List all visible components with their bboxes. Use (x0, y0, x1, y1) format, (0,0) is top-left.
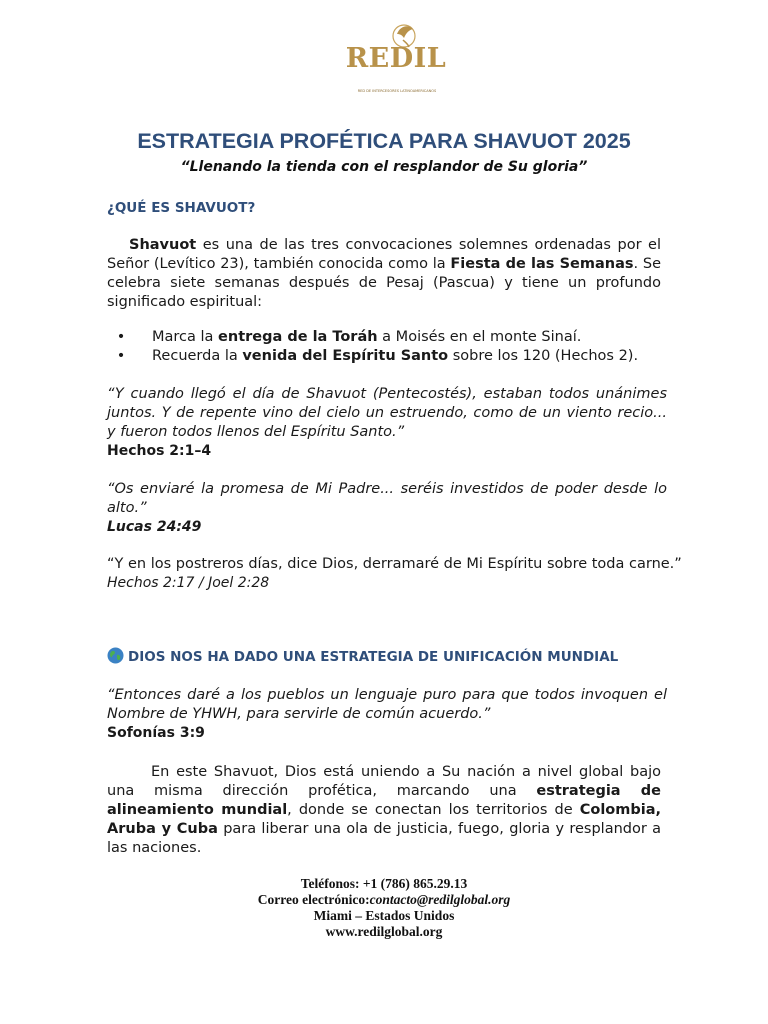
list-item-text: sobre los 120 (Hechos 2). (448, 348, 639, 364)
intro-text-2: . Se celebra siete semanas después de Pesaj (Pascua) y tiene un profundo significado espiritual: (107, 256, 661, 310)
strategy-paragraph (107, 763, 661, 858)
reference-hechos: Hechos 2:1–4 (107, 443, 212, 459)
meaning-list (116, 328, 661, 366)
intro-text-1: es una de las tres convocaciones solemnes ordenadas por el Señor (Levítico 23), también conocida como la (107, 237, 661, 272)
section-heading-text: DIOS NOS HA DADO UNA ESTRATEGIA DE UNIFICACIÓN MUNDIAL (128, 649, 619, 665)
list-item-bold: entrega de la Toráh (218, 329, 378, 345)
section-heading-que-es-shavuot: ¿QUÉ ES SHAVUOT? (107, 200, 256, 216)
footer-email-line (0, 892, 768, 908)
bold-territorios: Colombia, Aruba y Cuba (107, 802, 662, 837)
footer-email-label: Correo electrónico: (257, 892, 370, 907)
bullet-icon: • (116, 329, 126, 345)
logo-wordmark: REDIL (345, 43, 447, 74)
bold-estrategia: estrategia de alineamiento mundial (107, 783, 662, 818)
footer-email-link[interactable]: contacto@redilglobal.org (369, 892, 511, 907)
document-title: ESTRATEGIA PROFÉTICA PARA SHAVUOT 2025 (137, 129, 631, 153)
intro-paragraph (107, 236, 661, 312)
footer-phone: Teléfonos: +1 (786) 865.29.13 (300, 876, 468, 891)
document-subtitle: “Llenando la tienda con el resplandor de Su gloria” (180, 159, 588, 175)
bold-shavuot: Shavuot (129, 237, 197, 253)
reference-lucas: Lucas 24:49 (107, 519, 202, 535)
footer-website-link[interactable]: www.redilglobal.org (325, 924, 443, 939)
body-text-3: para liberar una ola de justicia, fuego, gloria y resplandor a las naciones. (107, 821, 661, 856)
list-item (116, 347, 661, 366)
quote-sofonias: “Entonces daré a los pueblos un lenguaje puro para que todos invoquen el Nombre de YHWH, para servirle de común acuerdo.” (107, 687, 667, 722)
list-item-text: Marca la (152, 329, 219, 345)
globe-icon (107, 647, 124, 664)
list-item-text: Recuerda la (152, 348, 243, 364)
bold-fiesta: Fiesta de las Semanas (450, 256, 634, 272)
reference-sofonias: Sofonías 3:9 (107, 725, 205, 741)
body-text-1: En este Shavuot, Dios está uniendo a Su nación a nivel global bajo una misma dirección profética, marcando una (107, 764, 661, 799)
logo-tagline: RED DE INTERCESORES LATINOAMERICANOS (357, 89, 437, 93)
reference-hechos-joel: Hechos 2:17 / Joel 2:28 (107, 575, 270, 591)
quote-hechos-joel: “Y en los postreros días, dice Dios, derramaré de Mi Espíritu sobre toda carne.” (107, 556, 682, 572)
bullet-icon: • (116, 348, 126, 364)
list-item-bold: venida del Espíritu Santo (242, 348, 449, 364)
list-item (116, 328, 661, 347)
section-heading-estrategia-mundial (107, 647, 618, 667)
list-item-text: a Moisés en el monte Sinaí. (377, 329, 582, 345)
contact-footer (0, 876, 768, 940)
footer-location: Miami – Estados Unidos (313, 908, 455, 923)
quote-lucas: “Os enviaré la promesa de Mi Padre... seréis investidos de poder desde lo alto.” (107, 481, 667, 516)
quote-hechos: “Y cuando llegó el día de Shavuot (Pentecostés), estaban todos unánimes juntos. Y de repente vino del cielo un estruendo, como de un viento recio... y fueron todos llenos del Espíritu Santo.” (107, 386, 667, 440)
body-text-2: , donde se conectan los territorios de (287, 802, 580, 818)
redil-logo (343, 20, 449, 93)
